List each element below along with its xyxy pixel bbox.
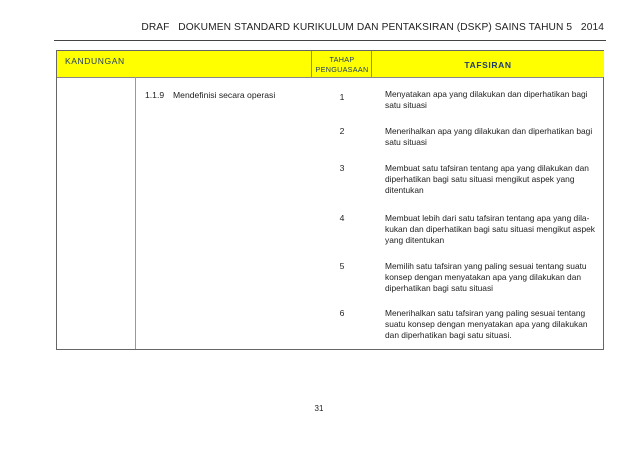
level-number: 4: [339, 213, 345, 223]
standard-text: Mendefinisi secara operasi: [173, 90, 276, 100]
dskp-table: [56, 50, 604, 350]
description-line: dan diperhatikan bagi satu situasi.: [385, 330, 512, 340]
level-description: [385, 89, 600, 111]
level-description: [385, 308, 600, 341]
level-description: [385, 163, 600, 196]
description-line: Menerihalkan satu tafsiran yang paling sesuai tentang: [385, 308, 586, 318]
description-line: yang ditentukan: [385, 235, 445, 245]
description-line: konsep dengan menyatakan apa yang dilakukan dan: [385, 272, 582, 282]
description-line: kukan dan diperhatikan bagi satu situasi mengikut aspek: [385, 224, 595, 234]
level-description: [385, 213, 600, 246]
level-number: 3: [339, 163, 345, 173]
description-line: suatu konsep dengan menyatakan apa yang dilakukan: [385, 319, 588, 329]
description-line: satu situasi: [385, 100, 427, 110]
level-number: 6: [339, 308, 345, 318]
document-header: DRAF DOKUMEN STANDARD KURIKULUM DAN PENTAKSIRAN (DSKP) SAINS TAHUN 5 2014: [141, 22, 604, 33]
description-line: satu situasi: [385, 137, 427, 147]
description-line: Menyatakan apa yang dilakukan dan diperhatikan bagi: [385, 89, 588, 99]
column-divider: [135, 77, 136, 349]
page-number: 31: [314, 404, 324, 413]
level-description: [385, 261, 600, 294]
header-divider: [57, 77, 603, 78]
level-description: [385, 126, 600, 148]
description-line: diperhatikan bagi satu situasi: [385, 283, 494, 293]
column-header-tafsiran: TAFSIRAN: [464, 60, 512, 70]
description-line: Menerihalkan apa yang dilakukan dan diperhatikan bagi: [385, 126, 593, 136]
description-line: diperhatikan bagi satu situasi mengikut aspek yang: [385, 174, 575, 184]
level-number: 2: [339, 126, 345, 136]
level-number: 1: [339, 92, 345, 102]
standard-code: 1.1.9: [145, 90, 165, 100]
column-header-kandungan: KANDUNGAN: [65, 56, 125, 66]
level-number: 5: [339, 261, 345, 271]
description-line: ditentukan: [385, 185, 424, 195]
description-line: Membuat lebih dari satu tafsiran tentang apa yang dila-: [385, 213, 590, 223]
column-header-tahap-penguasaan: [312, 55, 372, 75]
column-header-tahap-line1: TAHAP: [329, 55, 355, 64]
description-line: Memilih satu tafsiran yang paling sesuai tentang suatu: [385, 261, 587, 271]
description-line: Membuat satu tafsiran tentang apa yang dilakukan dan: [385, 163, 589, 173]
header-rule: [54, 40, 606, 41]
column-header-tahap-line2: PENGUASAAN: [315, 65, 369, 74]
